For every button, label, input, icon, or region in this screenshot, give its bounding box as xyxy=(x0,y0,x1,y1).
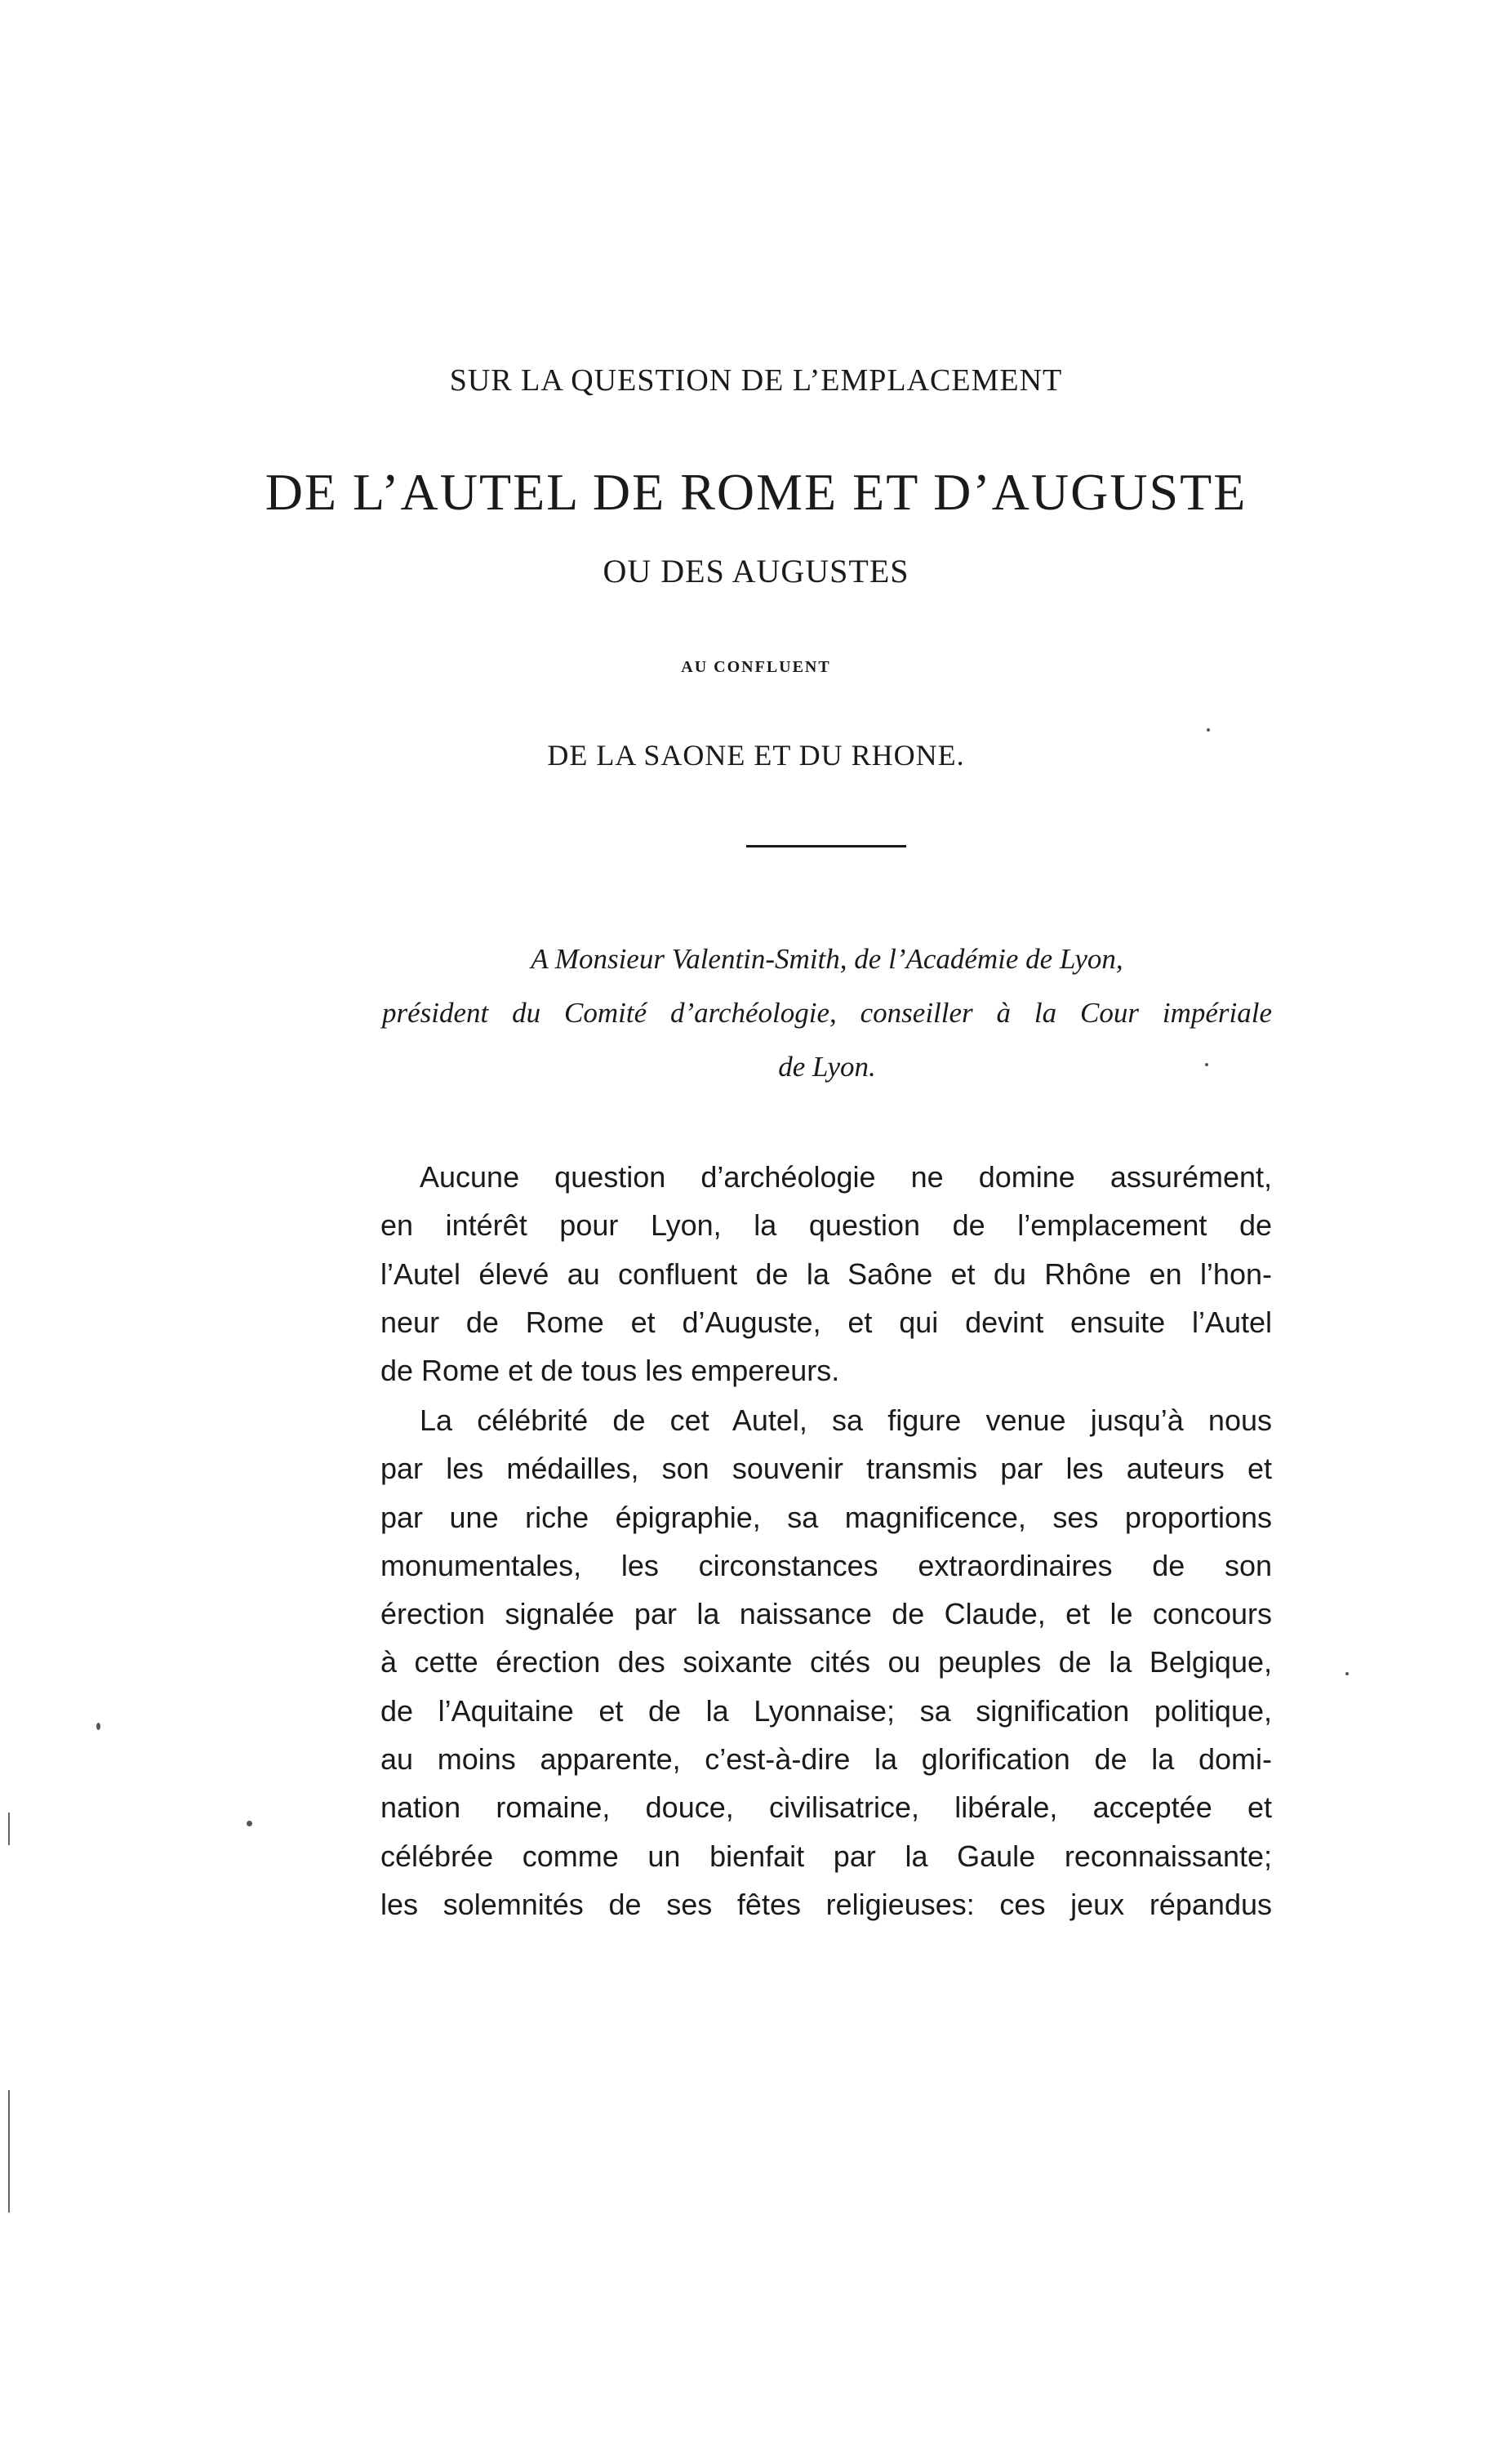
subtitle-location: DE LA SAONE ET DU RHONE. xyxy=(547,739,965,772)
text-line: l’Autel élevé au confluent de la Saône et du Rhône en l’hon- xyxy=(380,1257,1272,1291)
separator-rule xyxy=(746,845,906,847)
text-line: de Rome et de tous les empereurs. xyxy=(380,1354,840,1388)
text-line: Aucune question d’archéologie ne domine assurément, xyxy=(420,1160,1272,1194)
text-line: érection signalée par la naissance de Claude, et le concours xyxy=(380,1597,1272,1631)
text-line: de l’Aquitaine et de la Lyonnaise; sa signification politique, xyxy=(380,1693,1272,1728)
dedication-line-3: de Lyon. xyxy=(778,1051,876,1083)
subtitle: OU DES AUGUSTES xyxy=(603,553,909,589)
scan-edge-mark xyxy=(8,1813,10,1845)
text-line: en intérêt pour Lyon, la question de l’emplacement de xyxy=(380,1208,1272,1243)
paragraph-2 xyxy=(380,1396,1272,1928)
paragraph-1 xyxy=(380,1153,1272,1394)
text-line: célébrée comme un bienfait par la Gaule reconnaissante; xyxy=(380,1839,1272,1873)
dedication-line-1: A Monsieur Valentin-Smith, de l’Académie de Lyon, xyxy=(531,943,1123,975)
text-line: La célébrité de cet Autel, sa figure venue jusqu’à nous xyxy=(420,1403,1272,1437)
scan-speck xyxy=(96,1723,100,1730)
scan-speck xyxy=(247,1821,252,1826)
text-line: au moins apparente, c’est-à-dire la glorification de la domi- xyxy=(380,1742,1272,1777)
text-line: neur de Rome et d’Auguste, et qui devint ensuite l’Autel xyxy=(380,1305,1272,1339)
page-title: DE L’AUTEL DE ROME ET D’AUGUSTE xyxy=(265,463,1247,521)
text-line: par une riche épigraphie, sa magnificence, ses proportions xyxy=(380,1500,1272,1534)
text-line: monumentales, les circonstances extraordinaires de son xyxy=(380,1548,1272,1582)
text-line: à cette érection des soixante cités ou peuples de la Belgique, xyxy=(380,1645,1272,1679)
scan-speck xyxy=(1205,1063,1208,1066)
dedication-line-2: président du Comité d’archéologie, conseiller à la Cour impériale xyxy=(382,997,1272,1029)
text-line: les solemnités de ses fêtes religieuses: ces jeux répandus xyxy=(380,1887,1272,1921)
surtitle: SUR LA QUESTION DE L’EMPLACEMENT xyxy=(449,363,1063,398)
small-subtitle: AU CONFLUENT xyxy=(681,658,831,676)
text-line: nation romaine, douce, civilisatrice, libérale, acceptée et xyxy=(380,1790,1272,1825)
scan-speck xyxy=(1207,728,1210,732)
scan-edge-mark xyxy=(8,2090,10,2213)
text-line: par les médailles, son souvenir transmis par les auteurs et xyxy=(380,1452,1272,1486)
scan-speck xyxy=(1345,1672,1349,1675)
